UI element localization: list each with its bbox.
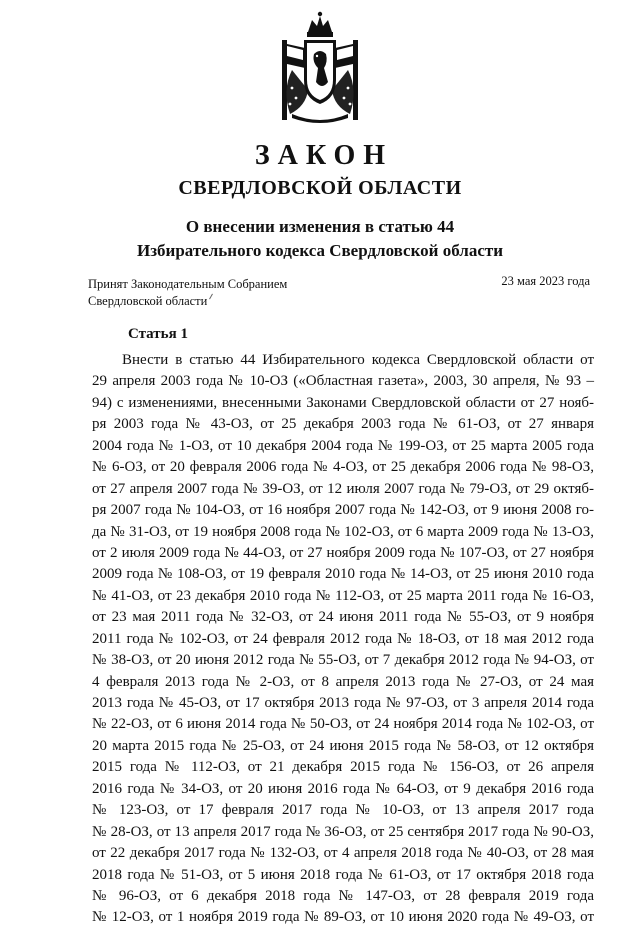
coat-of-arms-icon [262,10,378,126]
region-title: СВЕРДЛОВСКОЙ ОБЛАСТИ [178,177,462,199]
document-title-line: О внесении изменения в статью 44 [185,217,455,236]
article-line: № 123-ОЗ, от 17 февраля 2017 года № 10-ОЗ, от 13 апреля 2017 года [92,802,594,819]
article-line: 2016 года № 34-ОЗ, от 20 июня 2016 года № 64-ОЗ, от 9 декабря 2016 года [92,780,594,797]
adopted-by-line: Свердловской области [88,294,208,308]
adoption-date: 23 мая 2023 года [501,274,590,288]
article-body [92,350,594,929]
adopted-by [88,276,287,310]
article-line: от 27 апреля 2007 года № 39-ОЗ, от 12 июля 2007 года № 79-ОЗ, от 29 октяб- [92,480,594,497]
article-line: 2018 года № 51-ОЗ, от 5 июня 2018 года № 61-ОЗ, от 17 октября 2018 года [92,866,594,883]
article-line: № 41-ОЗ, от 23 декабря 2010 года № 112-ОЗ, от 25 марта 2011 года № 16-ОЗ, [92,587,594,604]
document-title [0,215,640,263]
article-line: Внести в статью 44 Избирательного кодекса Свердловской области от [122,352,594,368]
article-line: № 6-ОЗ, от 20 февраля 2006 года № 4-ОЗ, от 25 декабря 2006 года № 98-ОЗ, [92,459,594,476]
article-line: 2015 года № 112-ОЗ, от 21 декабря 2015 года № 156-ОЗ, от 26 апреля [92,759,594,776]
article-line: 2011 года № 102-ОЗ, от 24 февраля 2012 года № 18-ОЗ, от 18 мая 2012 года [92,630,594,647]
article-line: № 22-ОЗ, от 6 июня 2014 года № 50-ОЗ, от 24 ноября 2014 года № 102-ОЗ, от [92,716,594,733]
article-line: 2009 года № 108-ОЗ, от 19 февраля 2010 года № 14-ОЗ, от 25 июня 2010 года [92,566,594,583]
article-line: да № 31-ОЗ, от 19 ноября 2008 года № 102-ОЗ, от 6 марта 2009 года № 13-ОЗ, [92,523,594,540]
article-line: 20 марта 2015 года № 25-ОЗ, от 24 июня 2015 года № 58-ОЗ, от 12 октября [92,737,594,754]
article-line: ря 2003 года № 43-ОЗ, от 25 декабря 2003 года № 61-ОЗ, от 27 января [92,416,594,433]
article-line: 2013 года № 45-ОЗ, от 17 октября 2013 года № 97-ОЗ, от 3 апреля 2014 года [92,695,594,711]
law-title: ЗАКОН [254,140,394,171]
article-line: № 12-ОЗ, от 1 ноября 2019 года № 89-ОЗ, от 10 июня 2020 года № 49-ОЗ, от [92,909,594,926]
article-line: № 38-ОЗ, от 20 июня 2012 года № 55-ОЗ, от 7 декабря 2012 года № 94-ОЗ, от [92,652,594,669]
article-line: 29 апреля 2003 года № 10-ОЗ («Областная газета», 2003, 30 апреля, № 93 – [92,373,594,390]
article-line: от 22 декабря 2017 года № 132-ОЗ, от 4 апреля 2018 года № 40-ОЗ, от 28 мая [92,845,594,862]
article-line: 4 февраля 2013 года № 2-ОЗ, от 8 апреля 2013 года № 27-ОЗ, от 24 мая [92,673,594,690]
article-line: ря 2007 года № 104-ОЗ, от 16 ноября 2007 года № 142-ОЗ, от 9 июня 2008 го- [92,502,594,519]
article-line: 2004 года № 1-ОЗ, от 10 декабря 2004 года № 199-ОЗ, от 25 марта 2005 года [92,437,594,454]
document-title-line: Избирательного кодекса Свердловской области [136,241,504,260]
article-line: № 28-ОЗ, от 13 апреля 2017 года № 36-ОЗ, от 25 сентября 2017 года № 90-ОЗ, [92,823,594,840]
article-line: от 23 мая 2011 года № 32-ОЗ, от 24 июня 2011 года № 55-ОЗ, от 9 ноября [92,609,594,626]
adopted-by-line: Принят Законодательным Собранием [88,277,288,291]
article-line: от 2 июля 2009 года № 44-ОЗ, от 27 ноября 2009 года № 107-ОЗ, от 27 ноября [92,544,594,561]
article-heading: Статья 1 [128,326,188,342]
article-line: 94) с изменениями, внесенными Законами Свердловской области от 27 нояб- [92,394,594,411]
article-line: № 96-ОЗ, от 6 декабря 2018 года № 147-ОЗ, от 28 февраля 2019 года [92,887,594,904]
